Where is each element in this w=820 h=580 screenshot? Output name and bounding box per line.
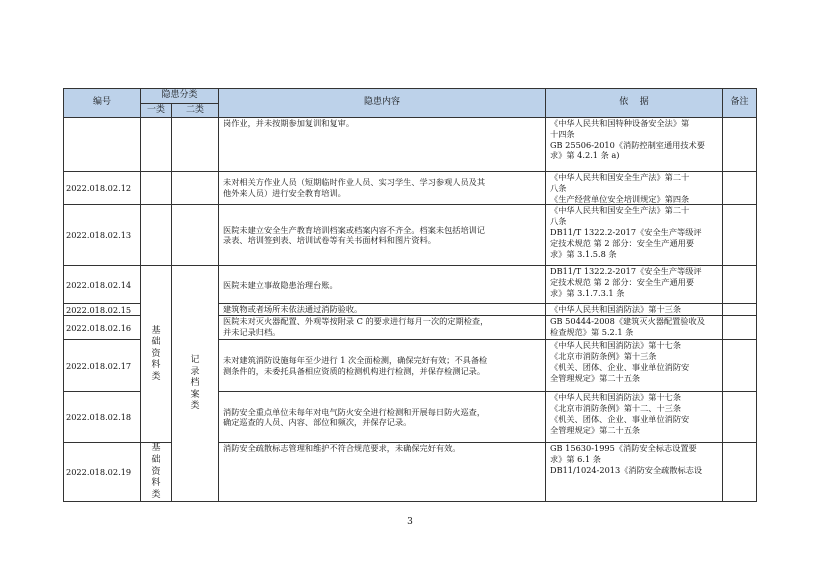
header-id: 编号 [64, 89, 141, 118]
category-1-cell [141, 266, 172, 443]
row-remark [723, 316, 757, 340]
row-id: 2022.018.02.19 [64, 443, 141, 502]
row-basis: GB 15630-1995《消防安全标志设置要 求》第 6.1 条 DB11/1024-2013《消防安全疏散标志设 [546, 443, 723, 502]
row-content: 医院未建立安全生产教育培训档案或档案内容不齐全。档案未包括培训记 录表、培训签到表、培训试卷等有关书面材料和图片资料。 [219, 205, 546, 266]
header-content: 隐患内容 [219, 89, 546, 118]
row-id [64, 118, 141, 172]
row-content: 岗作业，并未按期参加复训和复审。 [219, 118, 546, 172]
page-number: 3 [407, 517, 413, 527]
row-id: 2022.018.02.13 [64, 205, 141, 266]
row-id: 2022.018.02.18 [64, 392, 141, 443]
header-cat1: 一类 [141, 104, 172, 118]
row-content: 未对相关方作业人员（短期临时作业人员、实习学生、学习参观人员及其 他外来人员）进行安全教育培训。 [219, 172, 546, 205]
row-content: 未对建筑消防设施每年至少进行 1 次全面检测，确保完好有效；不具备检 测条件的，未委托具备相应资质的检测机构进行检测，并保存检测记录。 [219, 340, 546, 392]
header-cat2: 二类 [172, 104, 219, 118]
category-2-cell [172, 172, 219, 205]
category-2-cell [172, 118, 219, 172]
row-content: 消防安全重点单位未每年对电气防火安全进行检测和开展每日防火巡查， 确定巡查的人员、内容、部位和频次，并保存记录。 [219, 392, 546, 443]
row-id: 2022.018.02.17 [64, 340, 141, 392]
row-remark [723, 118, 757, 172]
row-basis: GB 50444-2008《建筑灭火器配置验收及 检查规范》第 5.2.1 条 [546, 316, 723, 340]
row-basis: 《中华人民共和国消防法》第十七条 《北京市消防条例》第十三条 《机关、团体、企业、事业单位消防安 全管理规定》第二十五条 [546, 340, 723, 392]
table-row [64, 443, 757, 502]
header-basis: 依 据 [546, 89, 723, 118]
table-row [64, 266, 757, 304]
row-content: 消防安全疏散标志管理和维护不符合规范要求，未确保完好有效。 [219, 443, 546, 502]
row-remark [723, 172, 757, 205]
header-remark: 备注 [723, 89, 757, 118]
table-row [64, 205, 757, 266]
row-remark [723, 443, 757, 502]
row-remark [723, 304, 757, 316]
category-1-cell [141, 205, 172, 266]
row-content: 医院未建立事故隐患治理台账。 [219, 266, 546, 304]
row-basis: 《中华人民共和国特种设备安全法》第 十四条 GB 25506-2010《消防控制室通用技术要 求》第 4.2.1 条 a) [546, 118, 723, 172]
header-row [64, 89, 757, 104]
category-2-cell [172, 205, 219, 266]
category-1-label: 基础资料类 [151, 443, 161, 500]
row-remark [723, 340, 757, 392]
row-remark [723, 266, 757, 304]
table-row [64, 118, 757, 172]
table-row [64, 172, 757, 205]
hazard-table [63, 88, 757, 502]
category-1-label: 基础资料类 [151, 325, 161, 382]
category-1-cell [141, 172, 172, 205]
row-basis: 《中华人民共和国消防法》第十三条 [546, 304, 723, 316]
row-basis: 《中华人民共和国安全生产法》第二十 八条 DB11/T 1322.2-2017《安全生产等级评 定技术规范 第 2 部分：安全生产通用要 求》第 3.1.5.8 条 [546, 205, 723, 266]
category-1-cell [141, 443, 172, 502]
row-basis: 《中华人民共和国安全生产法》第二十 八条 《生产经营单位安全培训规定》第四条 [546, 172, 723, 205]
row-remark [723, 205, 757, 266]
row-id: 2022.018.02.15 [64, 304, 141, 316]
row-id: 2022.018.02.14 [64, 266, 141, 304]
row-content: 医院未对灭火器配置、外观等按附录 C 的要求进行每月一次的定期检查， 并未记录归档。 [219, 316, 546, 340]
row-remark [723, 392, 757, 443]
row-basis: 《中华人民共和国消防法》第十七条 《北京市消防条例》第十二、十三条 《机关、团体、企业、事业单位消防安 全管理规定》第二十五条 [546, 392, 723, 443]
row-content: 建筑物或者场所未依法通过消防验收。 [219, 304, 546, 316]
header-category: 隐患分类 [141, 89, 219, 104]
category-2-label: 记录档案类 [190, 354, 200, 412]
row-id: 2022.018.02.12 [64, 172, 141, 205]
category-2-cell [172, 266, 219, 502]
row-id: 2022.018.02.16 [64, 316, 141, 340]
row-basis: DB11/T 1322.2-2017《安全生产等级评 定技术规范 第 2 部分：安全生产通用要 求》第 3.1.7.3.1 条 [546, 266, 723, 304]
category-1-cell [141, 118, 172, 172]
